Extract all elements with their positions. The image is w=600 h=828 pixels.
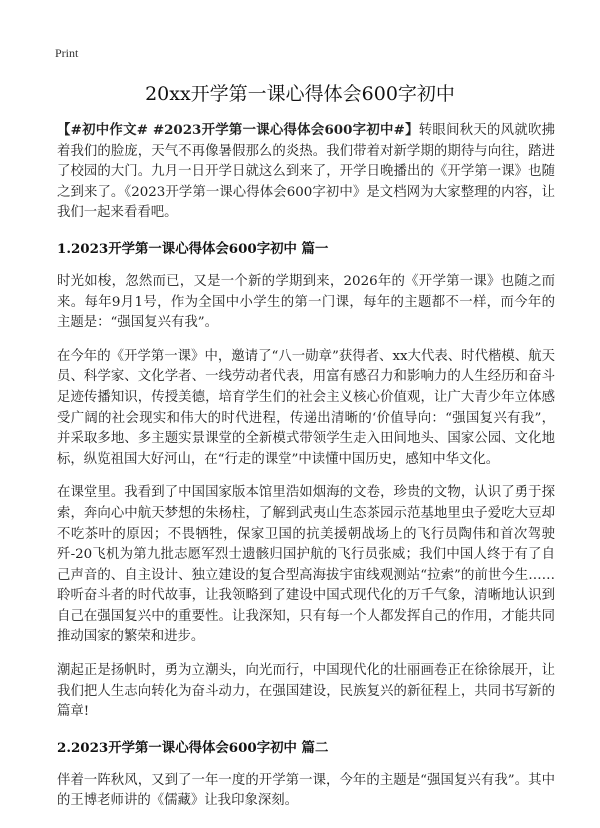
section-1-paragraph-1: 时光如梭，忽然而已，又是一个新的学期到来，2026年的《开学第一课》也随之而来。每年9月1号，作为全国中小学生的第一门课，每年的主题都不一样，而今年的主题是：“强国复兴有我”。 <box>57 273 555 331</box>
print-link[interactable]: Print <box>55 46 79 60</box>
section-1-paragraph-4: 潮起正是扬帆时，勇为立潮头，向光而行，中国现代化的壮丽画卷正在徐徐展开，让我们把人生志向转化为奋斗动力，在强国建设，民族复兴的新征程上，共同书写新的篇章! <box>57 663 555 720</box>
article-body <box>57 120 555 825</box>
section-1-paragraph-2: 在今年的《开学第一课》中，邀请了“八一勋章”获得者、xx大代表、时代楷模、航天员、科学家、文化学者、一线劳动者代表，用富有感召力和影响力的人生经历和奋斗足迹传播知识，传授美德，培育学生们的社会主义核心价值观，让广大青少年立体感受广阔的社会现实和伟大的时代进程，传递出清晰的‘价值导向：“强国复兴有我”，并采取多地、多主题实景课堂的全新模式带领学生走入田间地头、国家公园、文化地标，纵览祖国大好河山，在“行走的课堂”中读懂中国历史，感知中华文化。 <box>57 348 555 467</box>
section-1-paragraph-3: 在课堂里。我看到了中国国家版本馆里浩如烟海的文卷，珍贵的文物，认识了勇于探索，奔向心中航天梦想的朱杨柱，了解到武夷山生态茶园示范基地里虫子爱吃大豆却不吃茶叶的原因；不畏牺牲，保家卫国的抗美援朝战场上的飞行员陶伟和首次驾驶歼-20飞机为第九批志愿军烈士遗骸归国护航的飞行员张威；我们中国人终于有了自己声音的、自主设计、独立建设的复合型高海拔宇宙线观测站“拉索”的前世今生……聆听奋斗者的时代故事，让我领略到了建设中国式现代化的万千气象，清晰地认识到自己在强国复兴中的重要性。让我深知，只有每一个人都发挥自己的作用，才能共同推动国家的繁荣和进步。 <box>57 485 555 645</box>
intro-tags: 【#初中作文# #2023开学第一课心得体会600字初中#】 <box>57 122 419 138</box>
section-2-paragraph-1: 伴着一阵秋风，又到了一年一度的开学第一课，今年的主题是“强国复兴有我”。其中的王博老师讲的《儒藏》让我印象深刻。 <box>57 772 555 809</box>
page-title: 20xx开学第一课心得体会600字初中 <box>145 83 455 105</box>
intro-paragraph <box>57 120 555 224</box>
section-heading-1: 1.2023开学第一课心得体会600字初中 篇一 <box>57 240 329 257</box>
intro-text: 转眼间秋天的风就吹拂着我们的脸庞，天气不再像暑假那么的炎热。我们带着对新学期的期待与向往，踏进了校园的大门。九月一日开学日就这么到来了，开学日晚播出的《开学第一课》也随之到来了。《2023开学第一课心得体会600字初中》是文档网为大家整理的内容，让我们一起来看看吧。 <box>57 123 556 221</box>
section-heading-2: 2.2023开学第一课心得体会600字初中 篇二 <box>57 739 329 756</box>
